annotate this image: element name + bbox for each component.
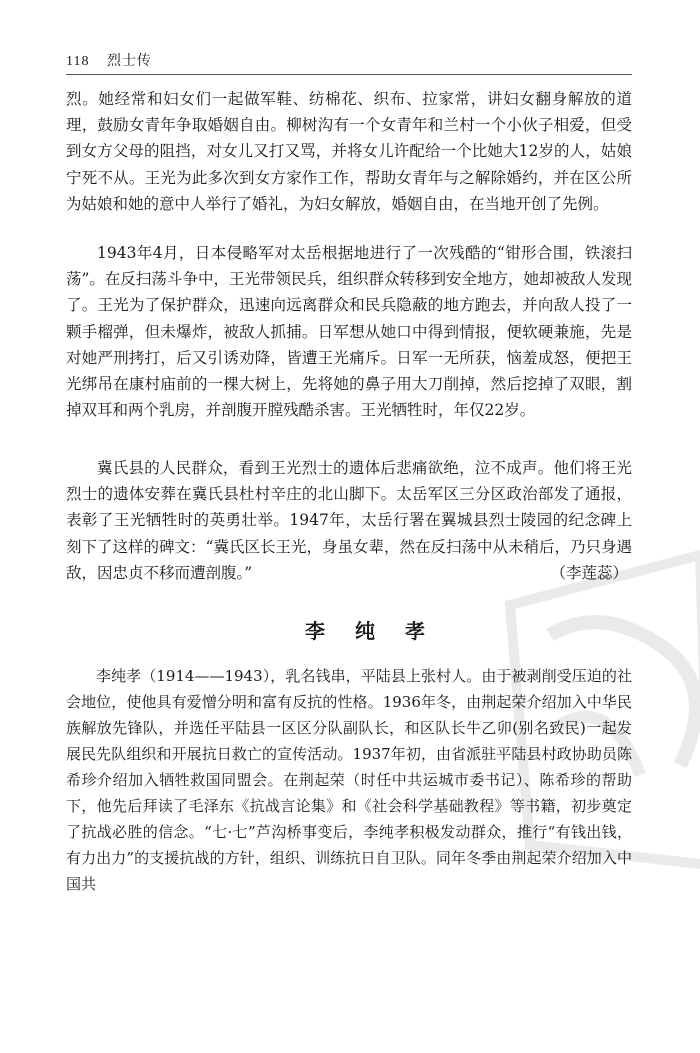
watermark-seal-icon: [490, 545, 700, 875]
section-paragraph: 李纯孝（1914——1943），乳名钱串，平陆县上张村人。由于被剥削受压迫的社会地位，使他具有爱憎分明和富有反抗的性格。1936年冬，由荆起荣介绍加入中华民族解放先锋队，并选任平陆县一区区分队副队长，和区队长牛乙卯(别名致民)一起发展民先队组织和开展抗日救亡的宣传活动。1937年初，由省派驻平陆县村政协助员陈希珍介绍加入牺牲救国同盟会。在荆起荣（时任中共运城市委书记）、陈希珍的帮助下，他先后拜读了毛泽东《抗战言论集》和《社会科学基础教程》等书籍，初步奠定了抗战必胜的信念。“七·七”芦沟桥事变后，李纯孝积极发动群众，推行“有钱出钱，有力出力”的支援抗战的方针，组织、训练抗日自卫队。同年冬季由荆起荣介绍加入中国共: [66, 667, 632, 893]
page-number: 118: [66, 54, 90, 69]
header-rule: [66, 74, 632, 75]
book-title: 烈士传: [106, 53, 152, 69]
paragraph-3: 冀氏县的人民群众，看到王光烈士的遗体后悲痛欲绝，泣不成声。他们将王光烈士的遗体安葬在冀氏县杜村辛庄的北山脚下。太岳军区三分区政治部发了通报，表彰了王光牺牲时的英勇壮举。1947年，太岳行署在翼城县烈士陵园的纪念碑上刻下了这样的碑文：“冀氏区长王光，身虽女辈，然在反扫荡中从未稍后，乃只身遇敌，因忠贞不移而遭剖腹。”: [66, 459, 632, 582]
paragraph-2: 1943年4月，日本侵略军对太岳根据地进行了一次残酷的“钳形合围，铁滚扫荡”。在反扫荡斗争中，王光带领民兵，组织群众转移到安全地方，她却被敌人发现了。王光为了保护群众，迅速向远离群众和民兵隐蔽的地方跑去，并向敌人投了一颗手榴弹，但未爆炸，被敌人抓捕。日军想从她口中得到情报，便软硬兼施，先是对她严刑拷打，后又引诱劝降，皆遭王光痛斥。日军一无所获，恼羞成怒，便把王光绑吊在康村庙前的一棵大树上，先将她的鼻子用大刀削掉，然后挖掉了双眼，割掉双耳和两个乳房，并剖腹开膛残酷杀害。王光牺牲时，年仅22岁。: [66, 244, 632, 420]
section-title: 李纯孝: [305, 619, 455, 643]
running-header: [66, 50, 152, 70]
paragraph-1: 烈。她经常和妇女们一起做军鞋、纺棉花、织布、拉家常，讲妇女翻身解放的道理，鼓励女青年争取婚姻自由。柳树沟有一个女青年和兰村一个小伙子相爱，但受到女方父母的阻挡，对女儿又打又骂，并将女儿许配给一个比她大12岁的人，姑娘宁死不从。王光为此多次到女方家作工作，帮助女青年与之解除婚约，并在区公所为姑娘和她的意中人举行了婚礼，为妇女解放，婚姻自由，在当地开创了先例。: [66, 90, 632, 213]
author-attribution: （李莲蕊）: [550, 563, 628, 582]
